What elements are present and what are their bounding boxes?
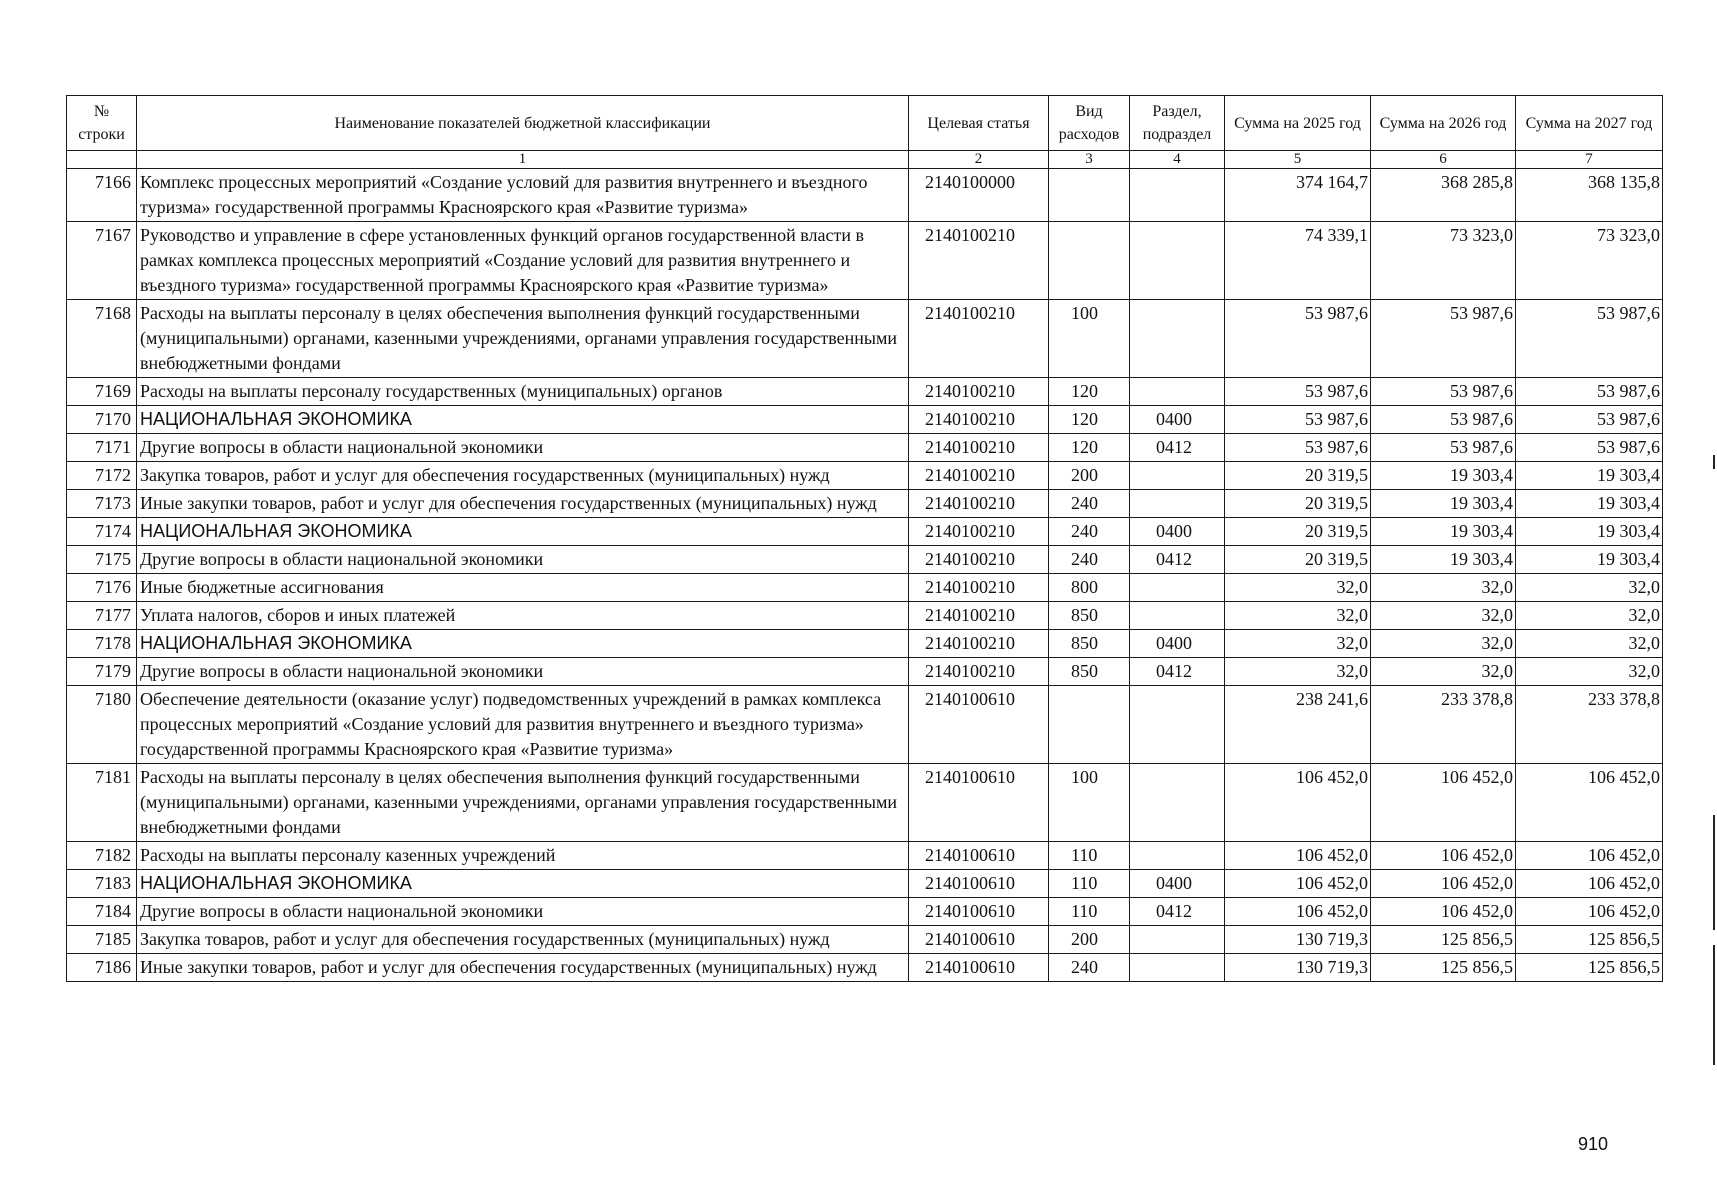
sum-2027-cell: 53 987,6: [1516, 300, 1663, 378]
target-article-cell: 2140100210: [909, 630, 1049, 658]
indicator-name-cell: Другие вопросы в области национальной экономики: [137, 898, 909, 926]
target-article-cell: 2140100610: [909, 764, 1049, 842]
target-article-cell: 2140100210: [909, 222, 1049, 300]
sum-2027-cell: 368 135,8: [1516, 169, 1663, 222]
table-row: [67, 686, 1663, 764]
section-cell: [1130, 926, 1225, 954]
expense-type-cell: 110: [1049, 842, 1130, 870]
row-number-cell: 7182: [67, 842, 137, 870]
scan-margin-mark: [1713, 455, 1715, 469]
sum-2026-cell: 32,0: [1371, 602, 1516, 630]
expense-type-cell: 240: [1049, 518, 1130, 546]
sum-2027-cell: 19 303,4: [1516, 518, 1663, 546]
section-cell: 0412: [1130, 546, 1225, 574]
indicator-name-cell: Другие вопросы в области национальной экономики: [137, 434, 909, 462]
section-cell: 0400: [1130, 406, 1225, 434]
target-article-cell: 2140100210: [909, 546, 1049, 574]
table-row: [67, 926, 1663, 954]
row-number-cell: 7186: [67, 954, 137, 982]
section-cell: 0412: [1130, 898, 1225, 926]
sum-2026-cell: 53 987,6: [1371, 378, 1516, 406]
sum-2027-cell: 32,0: [1516, 630, 1663, 658]
table-row: [67, 222, 1663, 300]
sum-2026-cell: 368 285,8: [1371, 169, 1516, 222]
expense-type-cell: 200: [1049, 462, 1130, 490]
sum-2025-cell: 106 452,0: [1225, 870, 1371, 898]
scan-margin-mark: [1713, 945, 1715, 1065]
target-article-cell: 2140100610: [909, 870, 1049, 898]
section-cell: [1130, 764, 1225, 842]
indicator-name-cell: Иные закупки товаров, работ и услуг для обеспечения государственных (муниципальных) нужд: [137, 954, 909, 982]
sum-2026-cell: 53 987,6: [1371, 406, 1516, 434]
section-cell: [1130, 300, 1225, 378]
target-article-cell: 2140100210: [909, 658, 1049, 686]
section-cell: [1130, 462, 1225, 490]
table-row: [67, 954, 1663, 982]
indicator-name-cell: Расходы на выплаты персоналу казенных учреждений: [137, 842, 909, 870]
row-number-cell: 7173: [67, 490, 137, 518]
expense-type-cell: [1049, 169, 1130, 222]
sum-2027-cell: 19 303,4: [1516, 462, 1663, 490]
indicator-name-cell: Закупка товаров, работ и услуг для обеспечения государственных (муниципальных) нужд: [137, 462, 909, 490]
column-number: 7: [1516, 151, 1663, 169]
indicator-name-cell: Обеспечение деятельности (оказание услуг) подведомственных учреждений в рамках комплекса процессных мероприятий «Создание условий для развития внутреннего и въездного туризма» государственной программы Красноярского края «Развитие туризма»: [137, 686, 909, 764]
row-number-cell: 7180: [67, 686, 137, 764]
target-article-cell: 2140100610: [909, 686, 1049, 764]
sum-2026-cell: 32,0: [1371, 630, 1516, 658]
row-number-cell: 7171: [67, 434, 137, 462]
target-article-cell: 2140100210: [909, 406, 1049, 434]
table-row: [67, 518, 1663, 546]
expense-type-cell: [1049, 222, 1130, 300]
sum-2025-cell: 20 319,5: [1225, 490, 1371, 518]
sum-2025-cell: 32,0: [1225, 574, 1371, 602]
expense-type-cell: 100: [1049, 300, 1130, 378]
section-cell: 0400: [1130, 870, 1225, 898]
target-article-cell: 2140100610: [909, 926, 1049, 954]
header-row-number: № строки: [67, 96, 137, 151]
row-number-cell: 7176: [67, 574, 137, 602]
sum-2025-cell: 53 987,6: [1225, 378, 1371, 406]
target-article-cell: 2140100610: [909, 842, 1049, 870]
sum-2025-cell: 53 987,6: [1225, 434, 1371, 462]
budget-table: [66, 95, 1663, 982]
sum-2026-cell: 106 452,0: [1371, 842, 1516, 870]
target-article-cell: 2140100210: [909, 518, 1049, 546]
column-number: 5: [1225, 151, 1371, 169]
section-cell: [1130, 490, 1225, 518]
sum-2027-cell: 19 303,4: [1516, 490, 1663, 518]
sum-2026-cell: 32,0: [1371, 574, 1516, 602]
indicator-name-cell: НАЦИОНАЛЬНАЯ ЭКОНОМИКА: [137, 518, 909, 546]
expense-type-cell: 850: [1049, 658, 1130, 686]
table-body: [67, 151, 1663, 982]
indicator-name-cell: Другие вопросы в области национальной экономики: [137, 546, 909, 574]
sum-2027-cell: 106 452,0: [1516, 764, 1663, 842]
expense-type-cell: 110: [1049, 898, 1130, 926]
expense-type-cell: 120: [1049, 434, 1130, 462]
sum-2026-cell: 106 452,0: [1371, 870, 1516, 898]
table-row: [67, 842, 1663, 870]
sum-2026-cell: 19 303,4: [1371, 546, 1516, 574]
sum-2025-cell: 20 319,5: [1225, 462, 1371, 490]
sum-2026-cell: 19 303,4: [1371, 462, 1516, 490]
row-number-cell: 7179: [67, 658, 137, 686]
table-row: [67, 462, 1663, 490]
sum-2025-cell: 74 339,1: [1225, 222, 1371, 300]
expense-type-cell: 800: [1049, 574, 1130, 602]
indicator-name-cell: Закупка товаров, работ и услуг для обеспечения государственных (муниципальных) нужд: [137, 926, 909, 954]
sum-2026-cell: 53 987,6: [1371, 300, 1516, 378]
section-cell: 0412: [1130, 434, 1225, 462]
table-row: [67, 764, 1663, 842]
target-article-cell: 2140100210: [909, 490, 1049, 518]
indicator-name-cell: НАЦИОНАЛЬНАЯ ЭКОНОМИКА: [137, 406, 909, 434]
row-number-cell: 7167: [67, 222, 137, 300]
column-number: 4: [1130, 151, 1225, 169]
section-cell: [1130, 222, 1225, 300]
sum-2025-cell: 106 452,0: [1225, 764, 1371, 842]
section-cell: [1130, 574, 1225, 602]
sum-2025-cell: 106 452,0: [1225, 898, 1371, 926]
sum-2027-cell: 233 378,8: [1516, 686, 1663, 764]
sum-2025-cell: 374 164,7: [1225, 169, 1371, 222]
table-row: [67, 658, 1663, 686]
indicator-name-cell: Другие вопросы в области национальной экономики: [137, 658, 909, 686]
sum-2027-cell: 73 323,0: [1516, 222, 1663, 300]
sum-2025-cell: 32,0: [1225, 602, 1371, 630]
header-sum-2027: Сумма на 2027 год: [1516, 96, 1663, 151]
section-cell: [1130, 378, 1225, 406]
header-row: [67, 96, 1663, 151]
sum-2027-cell: 125 856,5: [1516, 954, 1663, 982]
sum-2026-cell: 106 452,0: [1371, 898, 1516, 926]
sum-2026-cell: 32,0: [1371, 658, 1516, 686]
target-article-cell: 2140100610: [909, 898, 1049, 926]
sum-2025-cell: 53 987,6: [1225, 406, 1371, 434]
sum-2026-cell: 125 856,5: [1371, 926, 1516, 954]
expense-type-cell: [1049, 686, 1130, 764]
page-number: 910: [1578, 1134, 1609, 1154]
sum-2026-cell: 233 378,8: [1371, 686, 1516, 764]
target-article-cell: 2140100000: [909, 169, 1049, 222]
expense-type-cell: 240: [1049, 546, 1130, 574]
table-row: [67, 602, 1663, 630]
target-article-cell: 2140100210: [909, 378, 1049, 406]
section-cell: [1130, 954, 1225, 982]
sum-2026-cell: 125 856,5: [1371, 954, 1516, 982]
sum-2025-cell: 32,0: [1225, 658, 1371, 686]
sum-2027-cell: 106 452,0: [1516, 898, 1663, 926]
row-number-cell: 7170: [67, 406, 137, 434]
indicator-name-cell: Иные закупки товаров, работ и услуг для обеспечения государственных (муниципальных) нужд: [137, 490, 909, 518]
sum-2027-cell: 53 987,6: [1516, 406, 1663, 434]
indicator-name-cell: Комплекс процессных мероприятий «Создание условий для развития внутреннего и въездного туризма» государственной программы Красноярского края «Развитие туризма»: [137, 169, 909, 222]
sum-2026-cell: 53 987,6: [1371, 434, 1516, 462]
section-cell: [1130, 686, 1225, 764]
expense-type-cell: 240: [1049, 490, 1130, 518]
table-row: [67, 898, 1663, 926]
sum-2027-cell: 32,0: [1516, 602, 1663, 630]
row-number-cell: 7181: [67, 764, 137, 842]
section-cell: 0400: [1130, 630, 1225, 658]
sum-2025-cell: 130 719,3: [1225, 926, 1371, 954]
header-expense-type: Вид расходов: [1049, 96, 1130, 151]
sum-2027-cell: 53 987,6: [1516, 378, 1663, 406]
table-row: [67, 574, 1663, 602]
sum-2026-cell: 73 323,0: [1371, 222, 1516, 300]
header-target-article: Целевая статья: [909, 96, 1049, 151]
row-number-cell: 7174: [67, 518, 137, 546]
sum-2025-cell: 20 319,5: [1225, 546, 1371, 574]
row-number-cell: 7185: [67, 926, 137, 954]
target-article-cell: 2140100210: [909, 300, 1049, 378]
sum-2025-cell: 32,0: [1225, 630, 1371, 658]
row-number-cell: 7169: [67, 378, 137, 406]
row-number-cell: 7172: [67, 462, 137, 490]
expense-type-cell: 850: [1049, 602, 1130, 630]
indicator-name-cell: Иные бюджетные ассигнования: [137, 574, 909, 602]
column-number: 2: [909, 151, 1049, 169]
expense-type-cell: 240: [1049, 954, 1130, 982]
expense-type-cell: 100: [1049, 764, 1130, 842]
target-article-cell: 2140100210: [909, 602, 1049, 630]
target-article-cell: 2140100210: [909, 574, 1049, 602]
row-number-cell: 7168: [67, 300, 137, 378]
column-number-row: [67, 151, 1663, 169]
sum-2025-cell: 106 452,0: [1225, 842, 1371, 870]
section-cell: [1130, 842, 1225, 870]
sum-2027-cell: 53 987,6: [1516, 434, 1663, 462]
row-number-cell: 7183: [67, 870, 137, 898]
target-article-cell: 2140100210: [909, 462, 1049, 490]
table-row: [67, 300, 1663, 378]
column-number: 3: [1049, 151, 1130, 169]
expense-type-cell: 850: [1049, 630, 1130, 658]
sum-2027-cell: 125 856,5: [1516, 926, 1663, 954]
sum-2026-cell: 19 303,4: [1371, 518, 1516, 546]
indicator-name-cell: НАЦИОНАЛЬНАЯ ЭКОНОМИКА: [137, 870, 909, 898]
section-cell: 0412: [1130, 658, 1225, 686]
sum-2025-cell: 238 241,6: [1225, 686, 1371, 764]
row-number-cell: 7177: [67, 602, 137, 630]
table-row: [67, 406, 1663, 434]
sum-2026-cell: 106 452,0: [1371, 764, 1516, 842]
table-row: [67, 490, 1663, 518]
sum-2027-cell: 106 452,0: [1516, 870, 1663, 898]
indicator-name-cell: Руководство и управление в сфере установленных функций органов государственной власти в рамках комплекса процессных мероприятий «Создание условий для развития внутреннего и въездного туризма» государственной программы Красноярского края «Развитие туризма»: [137, 222, 909, 300]
sum-2027-cell: 32,0: [1516, 574, 1663, 602]
section-cell: [1130, 602, 1225, 630]
sum-2027-cell: 19 303,4: [1516, 546, 1663, 574]
row-number-cell: 7184: [67, 898, 137, 926]
table-row: [67, 434, 1663, 462]
table-header: [67, 96, 1663, 151]
header-section: Раздел, подраздел: [1130, 96, 1225, 151]
table-row: [67, 169, 1663, 222]
target-article-cell: 2140100210: [909, 434, 1049, 462]
scan-margin-mark: [1713, 815, 1715, 930]
sum-2026-cell: 19 303,4: [1371, 490, 1516, 518]
row-number-cell: 7178: [67, 630, 137, 658]
indicator-name-cell: Расходы на выплаты персоналу государственных (муниципальных) органов: [137, 378, 909, 406]
sum-2027-cell: 106 452,0: [1516, 842, 1663, 870]
sum-2025-cell: 130 719,3: [1225, 954, 1371, 982]
expense-type-cell: 120: [1049, 406, 1130, 434]
indicator-name-cell: Расходы на выплаты персоналу в целях обеспечения выполнения функций государственными (муниципальными) органами, казенными учреждениями, органами управления государственными внебюджетными фондами: [137, 764, 909, 842]
header-sum-2026: Сумма на 2026 год: [1371, 96, 1516, 151]
indicator-name-cell: Расходы на выплаты персоналу в целях обеспечения выполнения функций государственными (муниципальными) органами, казенными учреждениями, органами управления государственными внебюджетными фондами: [137, 300, 909, 378]
table-row: [67, 630, 1663, 658]
section-cell: 0400: [1130, 518, 1225, 546]
column-number: 1: [137, 151, 909, 169]
indicator-name-cell: Уплата налогов, сборов и иных платежей: [137, 602, 909, 630]
expense-type-cell: 200: [1049, 926, 1130, 954]
target-article-cell: 2140100610: [909, 954, 1049, 982]
header-sum-2025: Сумма на 2025 год: [1225, 96, 1371, 151]
column-number: [67, 151, 137, 169]
expense-type-cell: 120: [1049, 378, 1130, 406]
expense-type-cell: 110: [1049, 870, 1130, 898]
header-name: Наименование показателей бюджетной классификации: [137, 96, 909, 151]
sum-2027-cell: 32,0: [1516, 658, 1663, 686]
table-row: [67, 870, 1663, 898]
table-row: [67, 378, 1663, 406]
sum-2025-cell: 20 319,5: [1225, 518, 1371, 546]
table-row: [67, 546, 1663, 574]
column-number: 6: [1371, 151, 1516, 169]
indicator-name-cell: НАЦИОНАЛЬНАЯ ЭКОНОМИКА: [137, 630, 909, 658]
row-number-cell: 7175: [67, 546, 137, 574]
row-number-cell: 7166: [67, 169, 137, 222]
sum-2025-cell: 53 987,6: [1225, 300, 1371, 378]
section-cell: [1130, 169, 1225, 222]
